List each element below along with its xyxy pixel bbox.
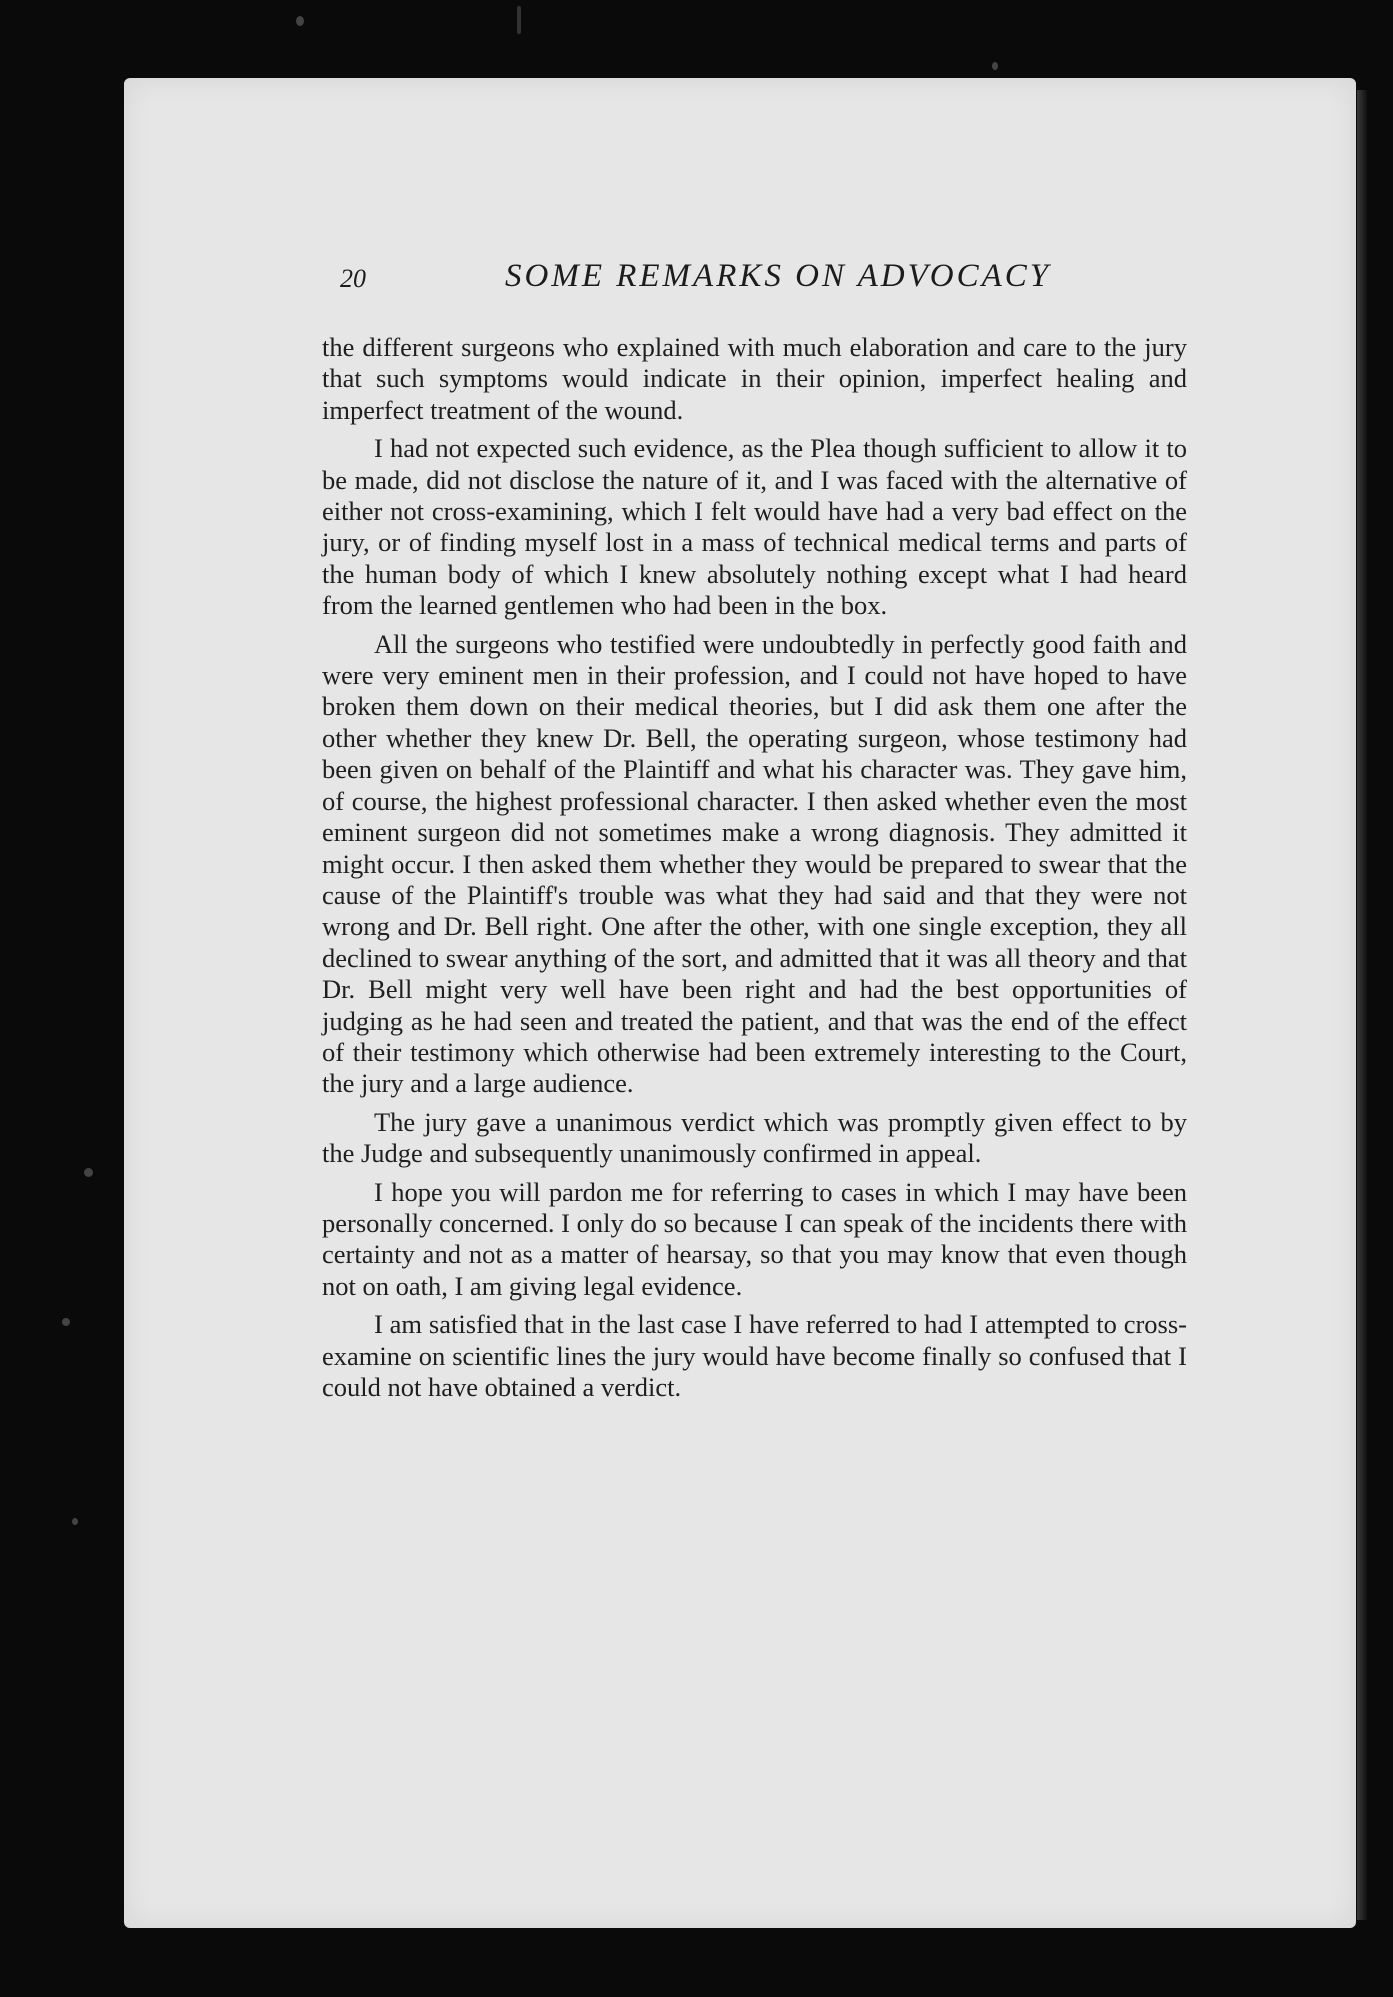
scan-speck (296, 16, 304, 26)
scan-speck (992, 62, 998, 70)
page-edge-shadow (1357, 90, 1367, 1920)
paragraph: The jury gave a unanimous verdict which was promptly given effect to by the Judge and subsequently unanimously confirmed in appeal. (322, 1106, 1187, 1169)
page-number: 20 (340, 264, 366, 293)
paragraph: All the surgeons who testified were undoubtedly in perfectly good faith and were very eminent men in their profession, and I could not have hoped to have broken them down on their medical theories, but I did ask them one after the other whether they knew Dr. Bell, the operating surgeon, whose testimony had been given on behalf of the Plaintiff and what his character was. They gave him, of course, the highest professional character. I then asked whether even the most eminent surgeon did not sometimes make a wrong diagnosis. They admitted it might occur. I then asked them whether they would be prepared to swear that the cause of the Plaintiff's trouble was what they had said and that they were not wrong and Dr. Bell right. One after the other, with one single exception, they all declined to swear anything of the sort, and admitted that it was all theory and that Dr. Bell might very well have been right and had the best opportunities of judging as he had seen and treated the patient, and that was the end of the effect of their testimony which otherwise had been extremely interesting to the Court, the jury and a large audience. (322, 628, 1187, 1099)
paragraph: the different surgeons who explained with much elaboration and care to the jury that such symptoms would indicate in their opinion, imperfect healing and imperfect treatment of the wound. (322, 332, 1187, 425)
running-head (340, 258, 1052, 308)
scan-speck (517, 6, 521, 34)
scan-speck (72, 1518, 78, 1525)
scan-speck (62, 1318, 70, 1326)
body-text (322, 332, 1187, 1410)
paragraph: I hope you will pardon me for referring to cases in which I may have been personally concerned. I only do so because I can speak of the incidents there with certainty and not as a matter of hearsay, so that you may know that even though not on oath, I am giving legal evidence. (322, 1176, 1187, 1301)
running-title: SOME REMARKS ON ADVOCACY (505, 258, 1052, 294)
paragraph: I am satisfied that in the last case I have referred to had I attempted to cross-examine on scientific lines the jury would have become finally so confused that I could not have obtained a verdict. (322, 1309, 1187, 1402)
paragraph: I had not expected such evidence, as the Plea though sufficient to allow it to be made, did not disclose the nature of it, and I was faced with the alternative of either not cross-examining, which I felt would have had a very bad effect on the jury, or of finding myself lost in a mass of technical medical terms and parts of the human body of which I knew absolutely nothing except what I had heard from the learned gentlemen who had been in the box. (322, 433, 1187, 621)
scan-speck (84, 1168, 93, 1177)
